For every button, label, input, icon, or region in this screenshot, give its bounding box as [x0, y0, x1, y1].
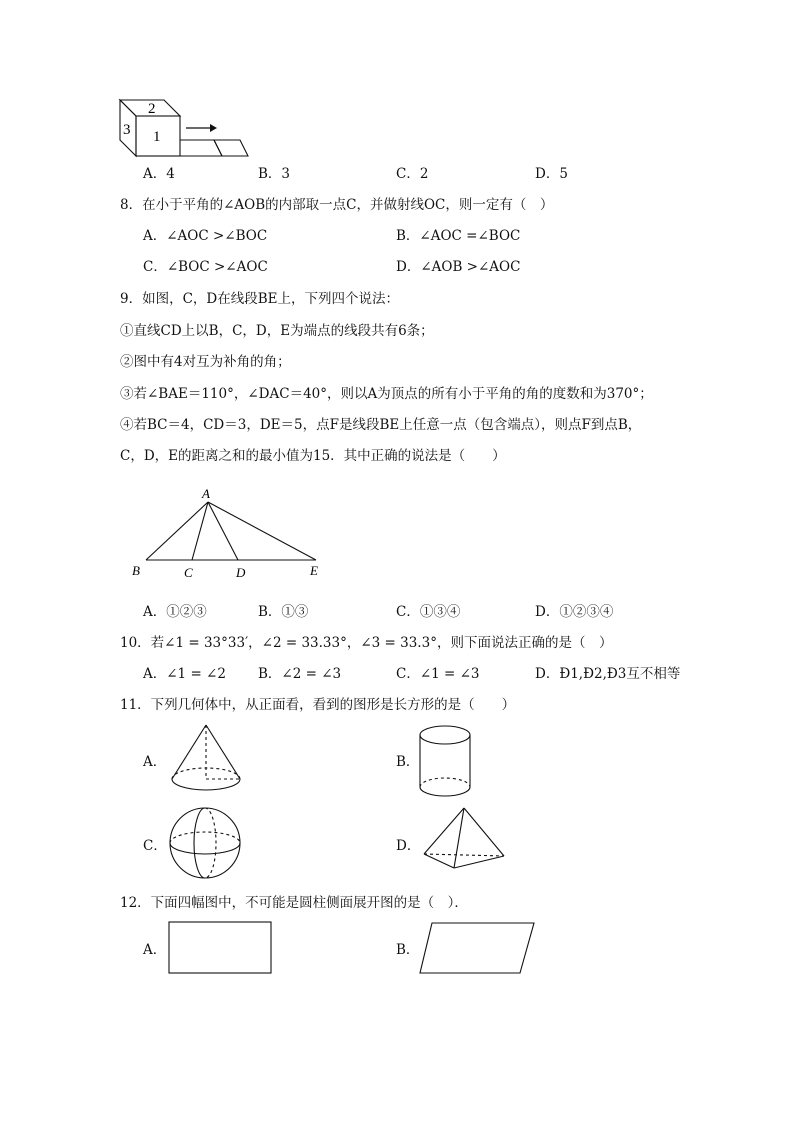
q9-option-a[interactable]: A．①②③: [143, 604, 207, 620]
q8-option-a[interactable]: A．∠AOC >∠BOC: [143, 228, 268, 244]
q11-option-d[interactable]: D．: [396, 838, 421, 854]
q10-option-b[interactable]: B．∠2 = ∠3: [258, 666, 342, 682]
pyramid-icon: [420, 806, 510, 876]
cube-face-front-label: 1: [153, 129, 161, 145]
cube-net-figure: [118, 96, 268, 160]
q9-option-d[interactable]: D．①②③④: [535, 604, 614, 620]
q8-option-d[interactable]: D．∠AOB >∠AOC: [396, 259, 521, 275]
q10-option-d[interactable]: D．Ð1,Ð2,Ð3互不相等: [535, 666, 681, 682]
cone-icon: [168, 723, 248, 795]
parallelogram-icon: [418, 921, 538, 977]
q9-statement-1: ①直线CD上以B，C，D，E为端点的线段共有6条；: [120, 323, 434, 339]
cube-face-top-label: 2: [148, 101, 156, 117]
point-a-label: A: [202, 486, 210, 501]
q9-statement-4a: ④若BC＝4，CD＝3，DE＝5，点F是线段BE上任意一点（包含端点），则点F到点B，: [120, 417, 642, 433]
point-b-label: B: [132, 563, 140, 578]
q10-option-c[interactable]: C．∠1 = ∠3: [396, 666, 480, 682]
cylinder-icon: [418, 723, 478, 799]
q9-option-b[interactable]: B．①③: [258, 604, 309, 620]
point-e-label: E: [310, 563, 318, 578]
q11-stem: 11．下列几何体中，从正面看，看到的图形是长方形的是（ ）: [120, 697, 516, 713]
q7-option-a[interactable]: A．4: [143, 166, 175, 182]
q8-option-c[interactable]: C．∠BOC >∠AOC: [143, 259, 268, 275]
cube-face-left-label: 3: [123, 122, 131, 138]
q9-statement-3: ③若∠BAE＝110°，∠DAC＝40°，则以A为顶点的所有小于平角的角的度数和为370°；: [120, 386, 653, 402]
sphere-icon: [168, 806, 244, 882]
q9-option-c[interactable]: C．①③④: [396, 604, 461, 620]
q7-option-d[interactable]: D．5: [535, 166, 568, 182]
q10-option-a[interactable]: A．∠1 = ∠2: [143, 666, 226, 682]
q9-stem: 9．如图，C，D在线段BE上，下列四个说法：: [120, 291, 400, 307]
q9-statement-2: ②图中有4对互为补角的角；: [120, 354, 291, 370]
q7-option-b[interactable]: B．3: [258, 166, 291, 182]
rectangle-icon: [168, 921, 274, 977]
point-d-label: D: [236, 565, 246, 580]
q12-stem: 12．下面四幅图中，不可能是圆柱侧面展开图的是（ ）．: [120, 895, 468, 911]
q8-stem: 8．在小于平角的∠AOB的内部取一点C，并做射线OC，则一定有（ ）: [120, 197, 554, 213]
q8-option-b[interactable]: B．∠AOC =∠BOC: [396, 228, 521, 244]
q12-option-a[interactable]: A．: [143, 942, 167, 958]
q11-option-c[interactable]: C．: [143, 838, 167, 854]
q10-stem: 10．若∠1 = 33°33′，∠2 = 33.33°，∠3 = 33.3°，则下面说法正确的是（ ）: [120, 635, 613, 651]
q12-option-b[interactable]: B．: [396, 942, 420, 958]
q7-option-c[interactable]: C．2: [396, 166, 429, 182]
q11-option-b[interactable]: B．: [396, 754, 420, 770]
triangle-figure: [128, 485, 328, 580]
q11-option-a[interactable]: A．: [143, 754, 167, 770]
q9-statement-4b: C，D，E的距离之和的最小值为15．其中正确的说法是（ ）: [120, 448, 506, 464]
point-c-label: C: [184, 565, 193, 580]
